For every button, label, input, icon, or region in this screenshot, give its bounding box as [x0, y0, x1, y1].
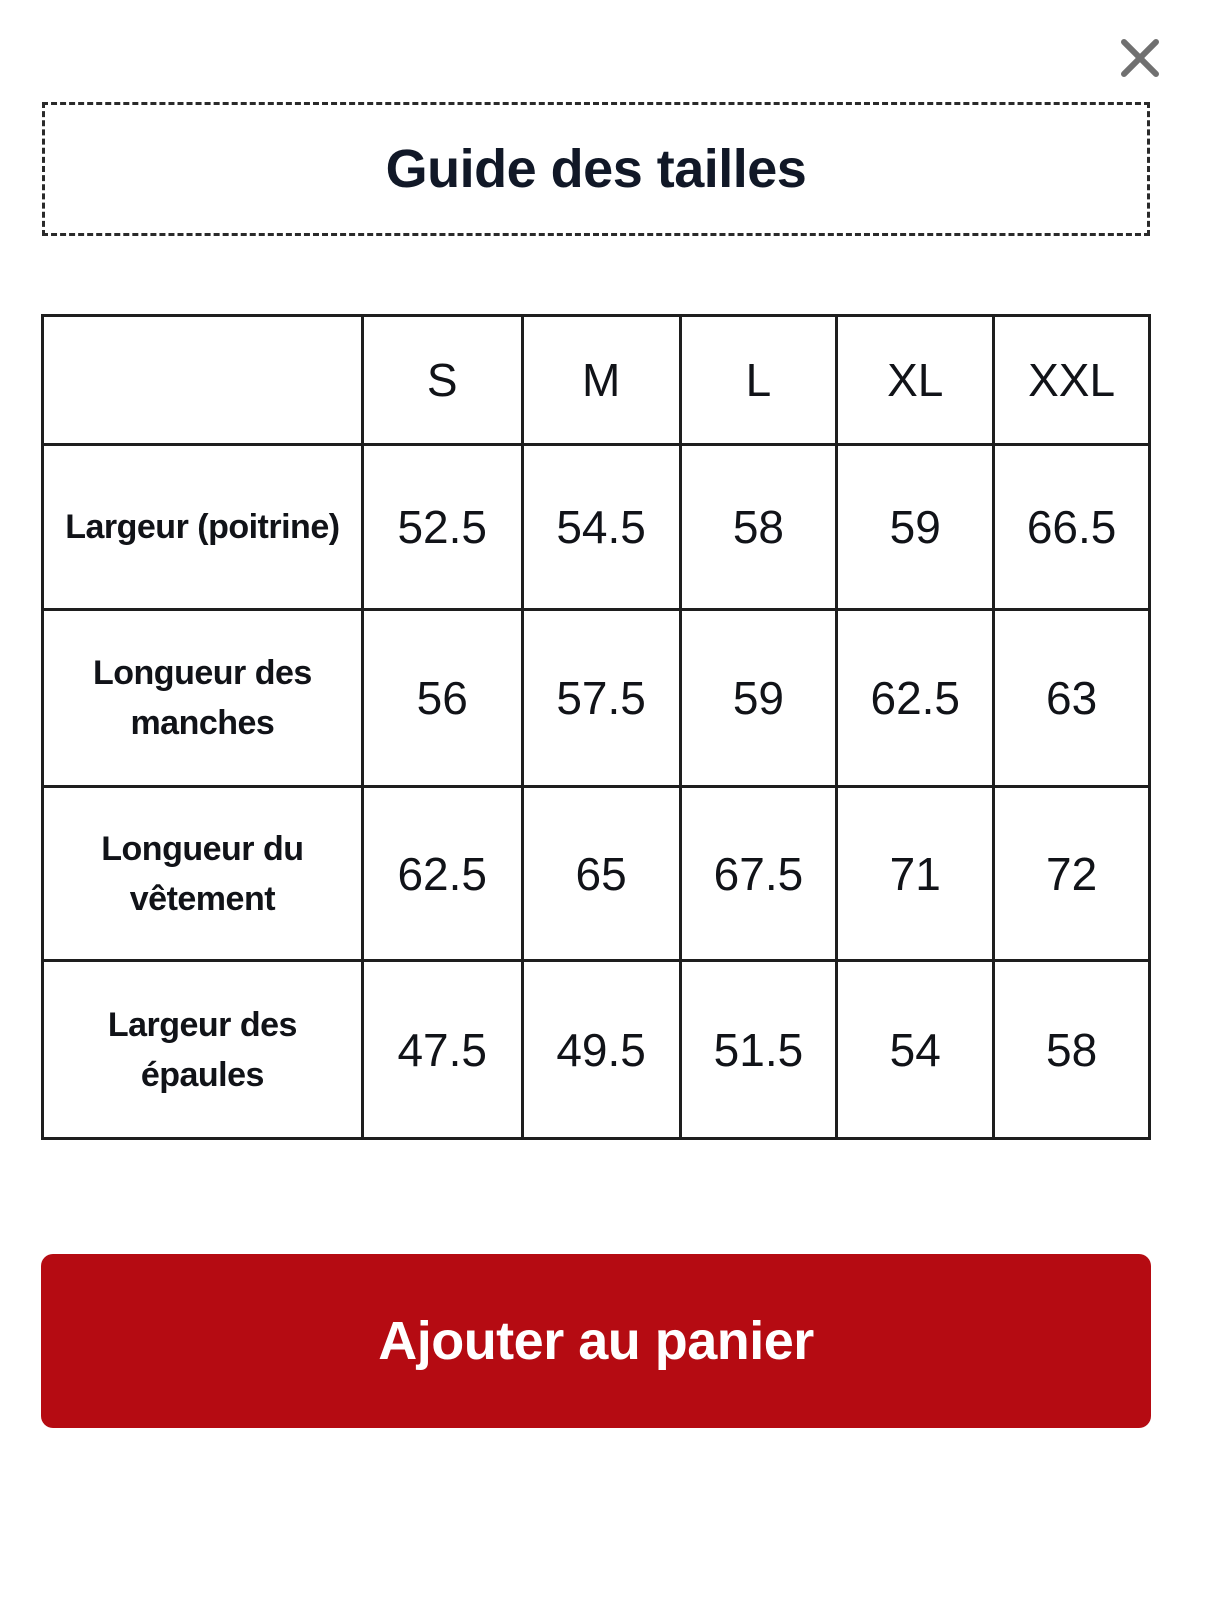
- table-cell: 47.5: [362, 961, 522, 1139]
- table-cell: 72: [994, 787, 1150, 961]
- header-cell-xxl: XXL: [994, 316, 1150, 445]
- page-title: Guide des tailles: [385, 139, 807, 199]
- table-cell: 62.5: [362, 787, 522, 961]
- table-row: [43, 961, 1150, 1139]
- table-cell: 54: [837, 961, 994, 1139]
- table-cell: 59: [680, 610, 837, 787]
- table-row: [43, 445, 1150, 610]
- table-row: [43, 787, 1150, 961]
- add-to-cart-label: Ajouter au panier: [378, 1311, 814, 1371]
- table-cell: 59: [837, 445, 994, 610]
- add-to-cart-button[interactable]: [41, 1254, 1151, 1428]
- table-cell: 54.5: [522, 445, 680, 610]
- header-cell-empty: [43, 316, 363, 445]
- row-label: Longueur des manches: [43, 610, 363, 787]
- table-cell: 51.5: [680, 961, 837, 1139]
- table-cell: 57.5: [522, 610, 680, 787]
- table-cell: 66.5: [994, 445, 1150, 610]
- table-header-row: [43, 316, 1150, 445]
- table-cell: 67.5: [680, 787, 837, 961]
- table-cell: 65: [522, 787, 680, 961]
- table-cell: 58: [680, 445, 837, 610]
- row-label: Largeur des épaules: [43, 961, 363, 1139]
- row-label: Longueur du vêtement: [43, 787, 363, 961]
- table-cell: 62.5: [837, 610, 994, 787]
- table-cell: 52.5: [362, 445, 522, 610]
- close-icon: [1120, 38, 1160, 78]
- header-cell-xl: XL: [837, 316, 994, 445]
- close-button[interactable]: [1116, 34, 1164, 82]
- table-cell: 71: [837, 787, 994, 961]
- row-label: Largeur (poitrine): [43, 445, 363, 610]
- table-cell: 56: [362, 610, 522, 787]
- table-cell: 49.5: [522, 961, 680, 1139]
- header-cell-m: M: [522, 316, 680, 445]
- header-cell-s: S: [362, 316, 522, 445]
- size-table: [41, 314, 1151, 1140]
- header-cell-l: L: [680, 316, 837, 445]
- table-row: [43, 610, 1150, 787]
- table-cell: 58: [994, 961, 1150, 1139]
- table-cell: 63: [994, 610, 1150, 787]
- title-box: [42, 102, 1150, 236]
